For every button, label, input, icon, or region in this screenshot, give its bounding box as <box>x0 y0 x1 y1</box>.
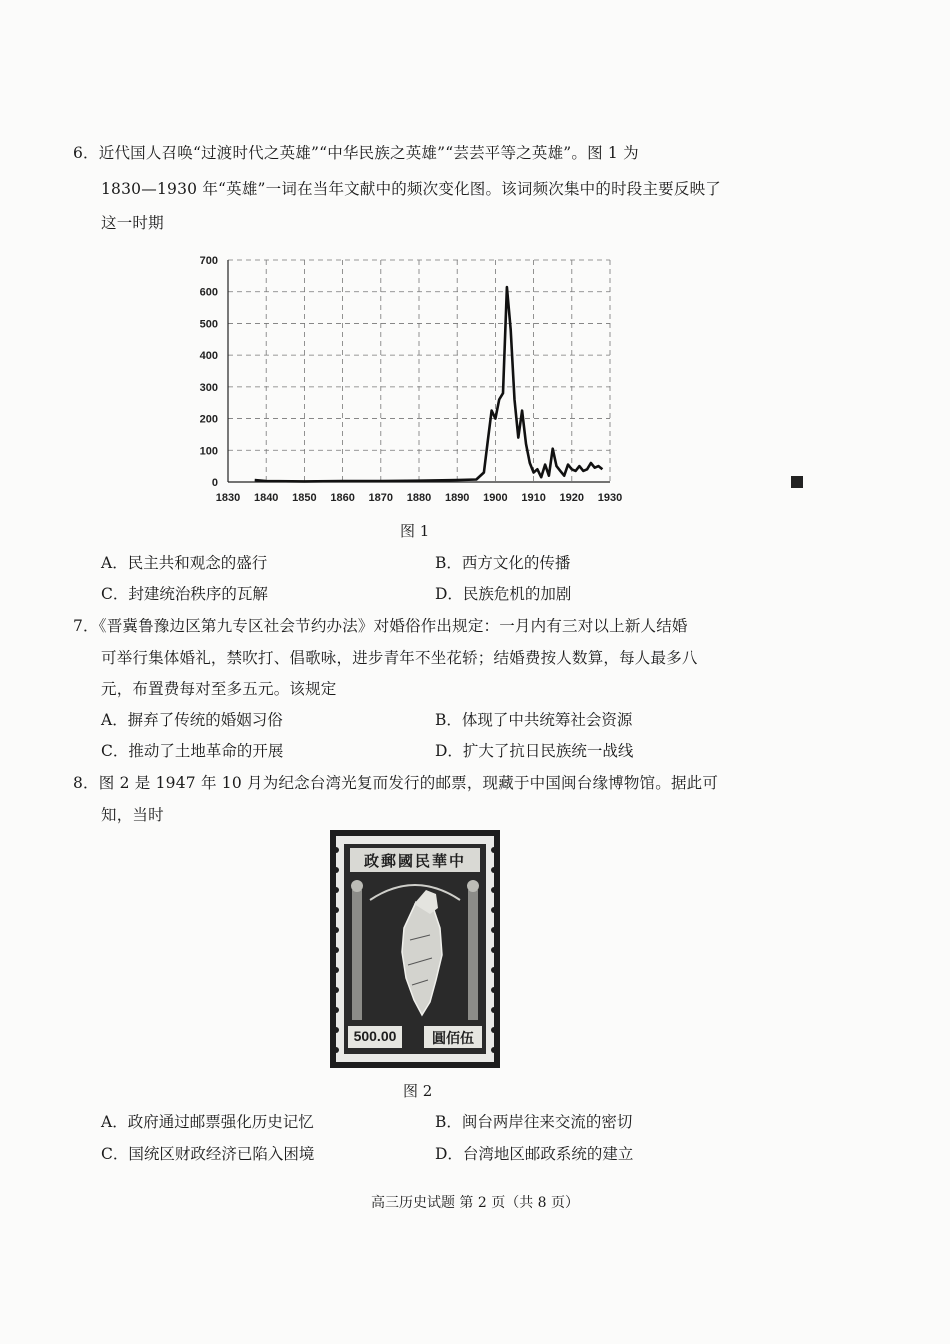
y-tick-label: 500 <box>199 318 218 331</box>
x-tick-label: 1860 <box>330 492 355 504</box>
stamp-image <box>330 830 500 1068</box>
x-tick-label: 1890 <box>444 492 470 504</box>
q8-stem-line1: 8．图 2 是 1947 年 10 月为纪念台湾光复而发行的邮票，现藏于中国闽台缘博物馆。据此可 <box>73 774 719 792</box>
y-tick-label: 300 <box>199 381 218 394</box>
x-tick-label: 1900 <box>483 492 508 504</box>
x-tick-label: 1880 <box>406 492 432 504</box>
y-tick-label: 400 <box>199 350 218 363</box>
q6-option-b[interactable]: B．西方文化的传播 <box>435 554 571 572</box>
q7-option-a[interactable]: A．摒弃了传统的婚姻习俗 <box>101 711 283 729</box>
x-tick-label: 1850 <box>292 492 317 504</box>
x-tick-label: 1840 <box>253 492 279 504</box>
q6-option-a[interactable]: A．民主共和观念的盛行 <box>101 554 268 572</box>
x-tick-label: 1870 <box>368 492 394 504</box>
q7-option-b[interactable]: B．体现了中共统筹社会资源 <box>435 711 633 729</box>
x-tick-label: 1920 <box>559 492 585 504</box>
q7-option-c[interactable]: C．推动了土地革命的开展 <box>101 742 284 760</box>
y-tick-label: 100 <box>199 445 218 458</box>
y-tick-label: 600 <box>199 286 218 299</box>
q6-option-c[interactable]: C．封建统治秩序的瓦解 <box>101 585 268 603</box>
q8-option-b[interactable]: B．闽台两岸往来交流的密切 <box>435 1113 633 1131</box>
x-tick-label: 1910 <box>521 492 546 504</box>
page-footer: 高三历史试题 第 2 页（共 8 页） <box>370 1195 580 1211</box>
x-tick-label: 1830 <box>215 492 241 504</box>
stamp-value-chinese: 伍佰圓 <box>432 1031 474 1047</box>
q6-stem-line1: 6．近代国人召唤“过渡时代之英雄”“中华民族之英雄”“芸芸平等之英雄”。图 1 为 <box>73 144 639 162</box>
y-tick-label: 0 <box>211 477 218 489</box>
y-tick-label: 700 <box>199 255 218 267</box>
figure2-caption: 图 2 <box>403 1082 433 1100</box>
figure1-caption: 图 1 <box>400 522 430 540</box>
y-tick-label: 200 <box>199 413 218 426</box>
q8-stem-line2: 知，当时 <box>101 806 164 824</box>
q7-stem-line2: 可举行集体婚礼，禁吹打、倡歌咏，进步青年不坐花轿；结婚费按人数算，每人最多八 <box>101 649 698 667</box>
q6-stem-line3: 这一时期 <box>101 214 164 232</box>
scan-marker <box>791 476 803 488</box>
stamp-value: 500.00 <box>353 1028 397 1044</box>
q6-stem-line2: 1830—1930 年“英雄”一词在当年文献中的频次变化图。该词频次集中的时段主要反映了 <box>101 180 721 198</box>
q7-stem-line1: 7．《晋冀鲁豫边区第九专区社会节约办法》对婚俗作出规定：一月内有三对以上新人结婚 <box>73 617 688 635</box>
figure1-line-chart <box>190 248 640 510</box>
q8-option-d[interactable]: D．台湾地区邮政系统的建立 <box>435 1145 634 1163</box>
q8-option-a[interactable]: A．政府通过邮票强化历史记忆 <box>101 1113 314 1131</box>
q6-option-d[interactable]: D．民族危机的加剧 <box>435 585 572 603</box>
x-tick-label: 1930 <box>597 492 623 504</box>
stamp-top-text: 中華民國郵政 <box>363 852 466 870</box>
series-line <box>255 287 603 481</box>
q7-stem-line3: 元，布置费每对至多五元。该规定 <box>101 680 337 698</box>
q8-option-c[interactable]: C．国统区财政经济已陷入困境 <box>101 1145 315 1163</box>
q7-option-d[interactable]: D．扩大了抗日民族统一战线 <box>435 742 634 760</box>
